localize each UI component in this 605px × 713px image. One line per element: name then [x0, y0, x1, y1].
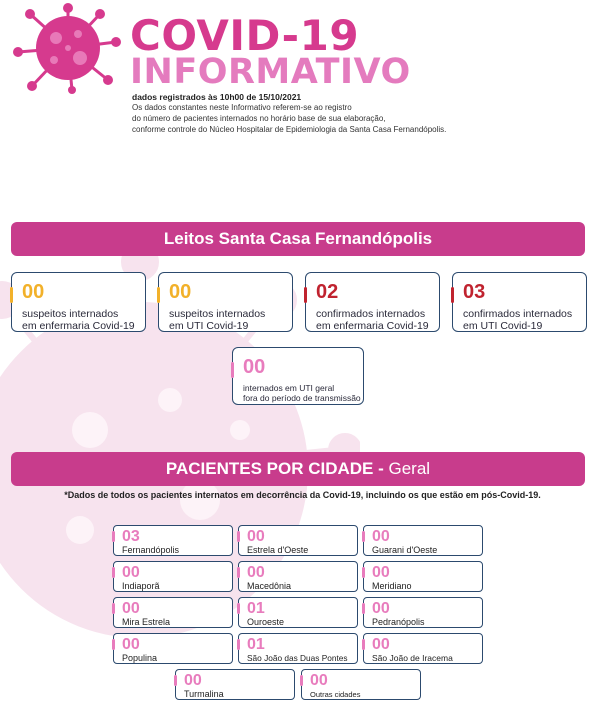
cidades-banner [11, 452, 585, 486]
city-value: 00 [122, 564, 140, 581]
leitos-card [452, 272, 587, 332]
description-line: do número de pacientes internados no horário base de sua elaboração, [132, 114, 386, 123]
city-value: 00 [184, 672, 202, 689]
cidades-note: *Dados de todos os pacientes internatos em decorrência da Covid-19, incluindo os que estão em pós-Covid-19. [64, 490, 541, 500]
main-title: COVID-19 [130, 11, 360, 60]
city-name: Macedônia [247, 581, 292, 591]
card-value: 02 [316, 281, 339, 303]
city-name: Fernandópolis [122, 545, 180, 555]
leitos-card [11, 272, 146, 332]
city-name: São João das Duas Pontes [247, 653, 348, 663]
card-accent [174, 675, 177, 686]
description-line: Os dados constantes neste Informativo referem-se ao registro [132, 103, 352, 112]
city-value: 00 [122, 636, 140, 653]
card-label: confirmados internados [463, 308, 573, 320]
city-card [238, 525, 358, 556]
city-value: 01 [247, 636, 265, 653]
card-label: fora do período de transmissão [243, 393, 361, 403]
city-name: Outras cidades [310, 690, 361, 699]
cidades-title: PACIENTES POR CIDADE - [165, 459, 389, 478]
card-accent [362, 639, 365, 650]
leitos-title: Leitos Santa Casa Fernandópolis [163, 229, 433, 248]
city-value: 00 [122, 600, 140, 617]
date-text: dados registrados às 10h00 de 15/10/2021 [132, 92, 302, 102]
card-accent [304, 287, 307, 303]
subtitle: INFORMATIVO [130, 52, 411, 92]
city-card [113, 633, 233, 664]
city-name: Turmalina [184, 689, 224, 699]
card-accent [10, 287, 13, 303]
city-value: 00 [372, 528, 390, 545]
city-value: 00 [247, 528, 265, 545]
card-accent [231, 362, 234, 378]
city-name: Estrela d'Oeste [247, 545, 309, 555]
leitos-card [158, 272, 293, 332]
card-accent [362, 567, 365, 578]
leitos-banner [11, 222, 585, 256]
card-accent [362, 531, 365, 542]
card-accent [112, 567, 115, 578]
card-accent [112, 603, 115, 614]
card-accent [237, 639, 240, 650]
card-accent [237, 567, 240, 578]
city-name: Ouroeste [247, 617, 285, 627]
card-accent [237, 531, 240, 542]
card-value: 00 [169, 281, 192, 303]
city-card [363, 561, 483, 592]
city-name: Meridiano [372, 581, 412, 591]
virus-logo-icon [8, 2, 126, 94]
card-accent [362, 603, 365, 614]
city-card [113, 561, 233, 592]
city-card [363, 525, 483, 556]
city-card [175, 669, 295, 700]
card-accent [300, 675, 303, 686]
card-accent [451, 287, 454, 303]
city-value: 00 [372, 636, 390, 653]
city-card [113, 525, 233, 556]
city-value: 00 [372, 564, 390, 581]
card-accent [112, 639, 115, 650]
city-card [238, 597, 358, 628]
city-card [238, 561, 358, 592]
cidades-title-suffix: Geral [388, 459, 431, 478]
city-value: 01 [247, 600, 265, 617]
card-value: 03 [463, 281, 486, 303]
description [132, 102, 552, 135]
city-value: 00 [310, 672, 328, 689]
city-name: Populina [122, 653, 158, 663]
city-card [113, 597, 233, 628]
card-label: em UTI Covid-19 [463, 320, 543, 332]
card-accent [112, 531, 115, 542]
city-card [363, 597, 483, 628]
city-card [363, 633, 483, 664]
city-name: Mira Estrela [122, 617, 171, 627]
card-label: em enfermaria Covid-19 [316, 320, 429, 332]
city-value: 00 [372, 600, 390, 617]
card-label: suspeitos internados [22, 308, 119, 320]
city-name: Guarani d'Oeste [372, 545, 438, 555]
leitos-card [232, 347, 364, 405]
description-line: conforme controle do Núcleo Hospitalar de Epidemiologia da Santa Casa Fernandópolis. [132, 125, 447, 134]
card-label: confirmados internados [316, 308, 426, 320]
card-accent [237, 603, 240, 614]
card-label: suspeitos internados [169, 308, 266, 320]
city-name: Indiaporã [122, 581, 160, 591]
city-value: 03 [122, 528, 140, 545]
card-value: 00 [22, 281, 45, 303]
city-name: Pedranópolis [372, 617, 425, 627]
card-accent [157, 287, 160, 303]
card-label: internados em UTI geral [243, 383, 335, 393]
card-value: 00 [243, 356, 266, 378]
city-name: São João de Iracema [372, 653, 453, 663]
city-card [301, 669, 421, 700]
city-value: 00 [247, 564, 265, 581]
card-label: em enfermaria Covid-19 [22, 320, 135, 332]
leitos-card [305, 272, 440, 332]
city-card [238, 633, 358, 664]
card-label: em UTI Covid-19 [169, 320, 249, 332]
